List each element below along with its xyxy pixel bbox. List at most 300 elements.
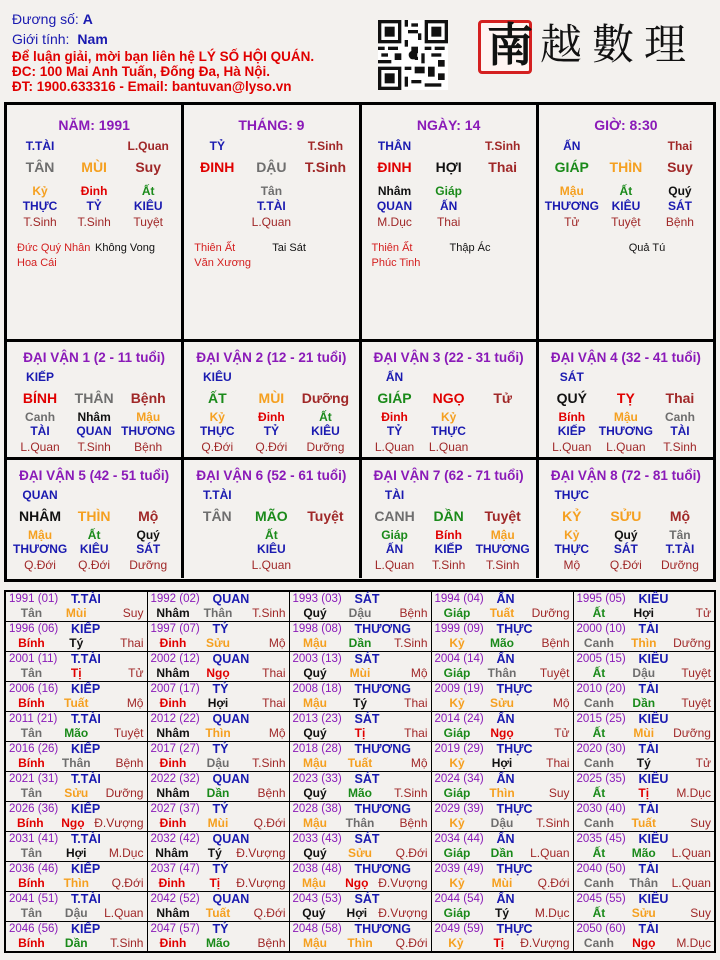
year-cell-top bbox=[9, 922, 144, 936]
pillar-title: GIỜ: 8:30 bbox=[594, 117, 658, 133]
year-cell[interactable] bbox=[431, 862, 573, 892]
year-label: 1993 (03) bbox=[292, 593, 342, 605]
year-cell[interactable] bbox=[431, 922, 573, 953]
year-stem: Ất bbox=[592, 666, 606, 680]
earthly-branch: TỴ bbox=[616, 390, 635, 406]
year-cell-bottom bbox=[151, 876, 286, 891]
year-stage: Q.Đới bbox=[395, 846, 428, 860]
year-cell[interactable] bbox=[289, 862, 431, 892]
year-ten-god: THỰC bbox=[496, 922, 533, 936]
year-branch: Tuất bbox=[489, 606, 515, 620]
year-stage: L.Quan bbox=[671, 846, 711, 860]
life-stage: Tuyệt bbox=[484, 508, 521, 524]
hidden-stage: L.Quan bbox=[606, 440, 646, 454]
year-cell[interactable] bbox=[431, 591, 573, 622]
year-ten-god: THƯƠNG bbox=[354, 802, 411, 816]
hidden-stem bbox=[476, 184, 530, 199]
year-stem: Quý bbox=[303, 726, 327, 740]
dai-van-cell bbox=[184, 460, 361, 578]
ten-god: KIÊU bbox=[202, 370, 232, 384]
year-cell-top bbox=[435, 742, 570, 756]
year-stem: Kỷ bbox=[449, 636, 465, 650]
life-stage: Suy bbox=[135, 159, 162, 175]
year-cell-top bbox=[293, 832, 428, 846]
year-cell[interactable] bbox=[147, 892, 289, 922]
hidden-god: QUAN bbox=[376, 199, 413, 213]
year-label: 2021 (31) bbox=[9, 773, 59, 785]
year-cell-bottom bbox=[435, 906, 570, 921]
pillar-god-row bbox=[362, 139, 536, 159]
year-stem: Kỷ bbox=[449, 876, 465, 890]
year-ten-god: T.TÀI bbox=[71, 592, 101, 606]
year-cell-top bbox=[9, 892, 144, 906]
year-ten-god: THƯƠNG bbox=[354, 742, 411, 756]
year-ten-god: ẤN bbox=[496, 832, 515, 846]
year-stage: Bệnh bbox=[115, 756, 144, 770]
year-cell[interactable] bbox=[573, 802, 715, 832]
earthly-branch: MÙI bbox=[81, 159, 107, 175]
dai-van-stem-row bbox=[7, 508, 181, 528]
year-branch: Tị bbox=[354, 726, 366, 740]
seal-logo: 南 bbox=[478, 20, 532, 74]
year-cell[interactable] bbox=[573, 832, 715, 862]
ten-god: ẤN bbox=[385, 370, 404, 384]
god-stage: T.Sinh bbox=[307, 139, 344, 153]
year-cell[interactable] bbox=[573, 742, 715, 772]
star-bad: Thập Ác bbox=[449, 242, 491, 254]
year-cell-bottom bbox=[293, 606, 428, 621]
year-branch: Sửu bbox=[347, 846, 373, 860]
hidden-stem bbox=[298, 528, 352, 542]
spacer bbox=[244, 139, 298, 159]
dai-van-title: ĐẠI VẬN 4 (32 - 41 tuổi) bbox=[550, 350, 701, 365]
year-cell[interactable] bbox=[5, 832, 147, 862]
bad-stars bbox=[450, 241, 491, 271]
hidden-stages-row bbox=[7, 440, 181, 456]
dai-van-stem-row bbox=[184, 390, 358, 410]
year-branch: Dậu bbox=[206, 756, 230, 770]
year-row bbox=[5, 892, 715, 922]
life-stage: Mộ bbox=[669, 508, 691, 524]
year-branch: Thân bbox=[345, 816, 375, 830]
year-stage: Q.Đới bbox=[395, 936, 428, 950]
hidden-god: SÁT bbox=[667, 199, 692, 213]
year-branch: Ngọ bbox=[206, 666, 230, 680]
year-stem: Tân bbox=[20, 906, 43, 920]
year-stage: Tuyệt bbox=[681, 696, 711, 710]
hidden-stem: Quý bbox=[614, 528, 638, 542]
year-cell-top bbox=[293, 802, 428, 816]
hidden-stem: Ất bbox=[87, 528, 101, 542]
god-stage: L.Quan bbox=[127, 139, 169, 153]
year-ten-god: QUAN bbox=[212, 712, 250, 726]
hidden-god: KIẾP bbox=[434, 542, 463, 556]
year-cell-top bbox=[9, 772, 144, 786]
life-stage: Mộ bbox=[138, 508, 159, 524]
hidden-stage: Dưỡng bbox=[306, 440, 345, 454]
year-cell-top bbox=[9, 802, 144, 816]
year-cell[interactable] bbox=[5, 802, 147, 832]
year-cell-bottom bbox=[151, 696, 286, 711]
year-ten-god: QUAN bbox=[212, 652, 250, 666]
spacer bbox=[599, 139, 653, 159]
dai-van-cell bbox=[7, 460, 184, 578]
star-bad: Quả Tú bbox=[628, 242, 666, 254]
year-label: 2045 (55) bbox=[576, 893, 626, 905]
year-cell[interactable] bbox=[573, 772, 715, 802]
year-cell-top bbox=[293, 892, 428, 906]
year-cell[interactable] bbox=[5, 862, 147, 892]
year-cell[interactable] bbox=[431, 802, 573, 832]
year-row bbox=[5, 802, 715, 832]
hidden-stem: Quý bbox=[136, 528, 160, 542]
year-branch: Sửu bbox=[489, 696, 515, 710]
hidden-god: SÁT bbox=[136, 542, 161, 556]
qr-code-icon[interactable] bbox=[378, 20, 448, 90]
year-cell-bottom bbox=[151, 756, 286, 771]
spacer bbox=[476, 488, 530, 508]
year-label: 1992 (02) bbox=[150, 593, 200, 605]
year-cell-bottom bbox=[577, 906, 712, 921]
year-cell-bottom bbox=[151, 726, 286, 741]
year-label: 2016 (26) bbox=[9, 743, 59, 755]
hidden-gods-row bbox=[362, 199, 536, 215]
year-stem: Mậu bbox=[303, 696, 327, 710]
year-stage: Bệnh bbox=[257, 786, 286, 800]
year-stage: Bệnh bbox=[541, 636, 570, 650]
year-branch: Thìn bbox=[347, 936, 373, 950]
spacer bbox=[121, 488, 175, 508]
year-cell[interactable] bbox=[147, 742, 289, 772]
year-cell-top bbox=[577, 652, 712, 666]
year-label: 2037 (47) bbox=[150, 863, 200, 875]
year-stem: Quý bbox=[303, 786, 327, 800]
year-cell-top bbox=[577, 742, 712, 756]
year-stem: Bính bbox=[18, 696, 45, 710]
year-cell[interactable] bbox=[5, 682, 147, 712]
year-branch: Tý bbox=[207, 846, 222, 860]
contact-phone-email[interactable]: ĐT: 1900.633316 - Email: bantuvan@lyso.vn bbox=[12, 79, 292, 94]
year-stage: Dưỡng bbox=[673, 636, 711, 650]
year-label: 2018 (28) bbox=[292, 743, 342, 755]
year-cell-top bbox=[293, 742, 428, 756]
spacer bbox=[422, 139, 476, 159]
year-cell[interactable] bbox=[289, 832, 431, 862]
hidden-god: ẤN bbox=[439, 199, 458, 213]
year-branch: Mùi bbox=[633, 726, 655, 740]
year-stem: Mậu bbox=[303, 816, 327, 830]
year-cell[interactable] bbox=[289, 802, 431, 832]
heavenly-stem: TÂN bbox=[25, 159, 55, 175]
year-ten-god: THỰC bbox=[496, 742, 533, 756]
year-cell-bottom bbox=[435, 726, 570, 741]
year-cell[interactable] bbox=[147, 682, 289, 712]
spacer bbox=[298, 488, 352, 508]
year-cell[interactable] bbox=[147, 862, 289, 892]
dai-van-god-row bbox=[362, 488, 536, 508]
star-good: Đức Quý Nhân bbox=[17, 242, 91, 254]
year-stem: Ất bbox=[592, 606, 606, 620]
year-branch: Mão bbox=[64, 726, 89, 740]
hidden-stage bbox=[190, 558, 244, 574]
spacer bbox=[599, 370, 653, 390]
hidden-stages-row bbox=[362, 215, 536, 233]
hidden-stem: Mậu bbox=[28, 528, 53, 542]
year-cell-bottom bbox=[9, 726, 144, 741]
year-branch: Mão bbox=[490, 636, 514, 650]
year-cell[interactable] bbox=[573, 892, 715, 922]
year-branch: Dậu bbox=[348, 606, 372, 620]
dai-van-stem-row bbox=[539, 508, 713, 528]
hidden-stems-row bbox=[7, 528, 181, 542]
year-cell[interactable] bbox=[289, 622, 431, 652]
year-cell[interactable] bbox=[289, 652, 431, 682]
earthly-branch: DẬU bbox=[256, 159, 287, 175]
year-stage: Bệnh bbox=[257, 936, 286, 950]
year-cell-bottom bbox=[577, 846, 712, 861]
year-ten-god: SÁT bbox=[354, 712, 380, 726]
year-cell[interactable] bbox=[289, 892, 431, 922]
year-cell-bottom bbox=[293, 846, 428, 861]
year-branch: Ngọ bbox=[632, 936, 656, 950]
year-cell[interactable] bbox=[5, 922, 147, 953]
brand-title: 越數理 bbox=[540, 20, 697, 69]
life-stage: Dưỡng bbox=[301, 390, 350, 406]
year-branch: Mão bbox=[348, 786, 372, 800]
year-ten-god: KIẾP bbox=[71, 802, 101, 816]
year-cell-bottom bbox=[577, 786, 712, 801]
dai-van-god-row bbox=[184, 370, 358, 390]
hidden-stage: Q.Đới bbox=[24, 558, 56, 572]
year-branch: Dần bbox=[206, 786, 230, 800]
hidden-stems-row bbox=[539, 184, 713, 199]
year-branch: Thân bbox=[487, 666, 517, 680]
year-label: 2049 (59) bbox=[434, 923, 484, 935]
year-cell-top bbox=[577, 922, 712, 936]
year-ten-god: TÀI bbox=[638, 862, 659, 876]
year-cell[interactable] bbox=[147, 922, 289, 953]
year-ten-god: QUAN bbox=[212, 772, 250, 786]
year-branch: Mão bbox=[206, 936, 230, 950]
year-cell[interactable] bbox=[431, 742, 573, 772]
year-cell[interactable] bbox=[431, 892, 573, 922]
year-branch: Mão bbox=[631, 846, 656, 860]
year-cell-top bbox=[435, 892, 570, 906]
year-label: 2012 (22) bbox=[150, 713, 200, 725]
hidden-stem bbox=[190, 184, 244, 199]
year-cell[interactable] bbox=[289, 712, 431, 742]
year-cell[interactable] bbox=[573, 591, 715, 622]
year-cell[interactable] bbox=[5, 712, 147, 742]
year-branch: Dần bbox=[64, 936, 88, 950]
hidden-stem: Canh bbox=[664, 410, 695, 424]
year-cell[interactable] bbox=[147, 622, 289, 652]
year-label: 2030 (40) bbox=[576, 803, 626, 815]
ten-god: QUAN bbox=[22, 488, 58, 502]
year-cell-bottom bbox=[9, 936, 144, 951]
year-cell[interactable] bbox=[147, 652, 289, 682]
dai-van-god-row bbox=[362, 370, 536, 390]
year-ten-god: ẤN bbox=[496, 592, 515, 606]
hidden-stage: T.Sinh bbox=[77, 215, 111, 229]
hidden-stages-row bbox=[539, 215, 713, 233]
pillar-column bbox=[362, 105, 539, 339]
year-ten-god: SÁT bbox=[354, 892, 380, 906]
year-cell[interactable] bbox=[573, 652, 715, 682]
year-cell-bottom bbox=[9, 636, 144, 651]
year-label: 2026 (36) bbox=[9, 803, 59, 815]
pillar-title: NGÀY: 14 bbox=[416, 117, 481, 133]
year-stage: Q.Đới bbox=[111, 876, 144, 890]
year-cell[interactable] bbox=[573, 922, 715, 953]
year-stem: Tân bbox=[20, 786, 43, 800]
year-ten-god: ẤN bbox=[496, 892, 515, 906]
life-stage: Thai bbox=[488, 159, 518, 175]
year-cell[interactable] bbox=[289, 591, 431, 622]
year-cell-top bbox=[293, 862, 428, 876]
year-stage: T.Sinh bbox=[394, 636, 428, 650]
hidden-stage: Tuyệt bbox=[611, 215, 641, 229]
year-ten-god: QUAN bbox=[212, 592, 250, 606]
year-stem: Giáp bbox=[443, 786, 471, 800]
year-cell[interactable] bbox=[147, 802, 289, 832]
year-label: 2039 (49) bbox=[434, 863, 484, 875]
year-label: 2047 (57) bbox=[150, 923, 200, 935]
year-ten-god: ẤN bbox=[496, 712, 515, 726]
year-stage: M.Dục bbox=[676, 786, 711, 800]
hidden-stem: Mậu bbox=[490, 528, 515, 542]
year-cell[interactable] bbox=[289, 772, 431, 802]
earthly-branch: MÙI bbox=[258, 390, 285, 406]
spacer bbox=[653, 370, 707, 390]
year-cell[interactable] bbox=[431, 772, 573, 802]
year-cell[interactable] bbox=[573, 712, 715, 742]
year-stage: Suy bbox=[122, 606, 144, 620]
year-branch: Tuất bbox=[631, 816, 656, 830]
hidden-stem: Kỷ bbox=[564, 528, 580, 542]
hidden-stage: Mộ bbox=[563, 558, 581, 572]
hidden-god bbox=[190, 542, 244, 558]
year-stage: Thai bbox=[404, 696, 428, 710]
year-stem: Đinh bbox=[158, 876, 186, 890]
hidden-god: TỶ bbox=[263, 424, 280, 438]
year-label: 1994 (04) bbox=[434, 593, 484, 605]
year-cell[interactable] bbox=[147, 712, 289, 742]
year-cell-bottom bbox=[9, 816, 144, 831]
year-stem: Kỷ bbox=[449, 756, 465, 770]
year-stage: Mộ bbox=[126, 696, 144, 710]
year-cell[interactable] bbox=[147, 832, 289, 862]
hidden-stage: Dưỡng bbox=[129, 558, 168, 572]
year-stem: Đinh bbox=[159, 816, 187, 830]
year-ten-god: TÀI bbox=[638, 682, 659, 696]
year-cell[interactable] bbox=[431, 682, 573, 712]
year-cell[interactable] bbox=[5, 892, 147, 922]
year-label: 2007 (17) bbox=[150, 683, 200, 695]
dai-van-cell bbox=[539, 342, 713, 457]
year-ten-god: KIẾP bbox=[71, 622, 101, 636]
year-cell[interactable] bbox=[5, 772, 147, 802]
year-ten-god: KIÊU bbox=[638, 772, 669, 786]
year-cell[interactable] bbox=[5, 652, 147, 682]
year-ten-god: TỶ bbox=[212, 802, 229, 816]
year-cell[interactable] bbox=[573, 622, 715, 652]
year-cell[interactable] bbox=[289, 742, 431, 772]
year-cell-top bbox=[435, 922, 570, 936]
hidden-stage bbox=[298, 558, 352, 574]
year-stage: Dưỡng bbox=[673, 726, 711, 740]
year-label: 2044 (54) bbox=[434, 893, 484, 905]
year-row bbox=[5, 682, 715, 712]
year-ten-god: TÀI bbox=[638, 922, 659, 936]
dai-van-title: ĐẠI VẬN 5 (42 - 51 tuổi) bbox=[19, 468, 170, 483]
hidden-stem bbox=[190, 528, 244, 542]
year-stem: Nhâm bbox=[155, 846, 189, 860]
year-cell[interactable] bbox=[573, 682, 715, 712]
year-cell[interactable] bbox=[147, 591, 289, 622]
year-cell[interactable] bbox=[573, 862, 715, 892]
year-branch: Thân bbox=[629, 876, 659, 890]
year-label: 2032 (42) bbox=[150, 833, 200, 845]
year-cell[interactable] bbox=[5, 742, 147, 772]
hidden-god: KIÊU bbox=[257, 542, 286, 556]
year-cell-bottom bbox=[577, 936, 712, 951]
year-cell[interactable] bbox=[289, 922, 431, 953]
hidden-stage: L.Quan bbox=[374, 558, 415, 572]
hidden-god: KIÊU bbox=[311, 424, 340, 438]
pillar-stem-row bbox=[184, 159, 358, 181]
year-ten-god: TỶ bbox=[212, 682, 229, 696]
year-cell-bottom bbox=[9, 756, 144, 771]
year-label: 2000 (10) bbox=[576, 623, 626, 635]
year-row bbox=[5, 591, 715, 622]
year-cell-bottom bbox=[293, 816, 428, 831]
good-stars bbox=[194, 241, 272, 271]
hidden-gods-row bbox=[539, 199, 713, 215]
year-cell[interactable] bbox=[147, 772, 289, 802]
year-cell[interactable] bbox=[5, 622, 147, 652]
year-cell[interactable] bbox=[431, 712, 573, 742]
year-cell-bottom bbox=[577, 816, 712, 831]
year-stem: Đinh bbox=[159, 636, 187, 650]
year-cell-top bbox=[9, 682, 144, 696]
pillar-stem-row bbox=[7, 159, 181, 181]
year-ten-god: KIẾP bbox=[71, 922, 101, 936]
spacer bbox=[653, 488, 707, 508]
year-cell[interactable] bbox=[431, 652, 573, 682]
year-cell[interactable] bbox=[5, 591, 147, 622]
hidden-stems-row bbox=[539, 410, 713, 424]
year-stem: Tân bbox=[20, 666, 43, 680]
year-cell[interactable] bbox=[431, 832, 573, 862]
life-stage: Bệnh bbox=[130, 390, 166, 406]
year-ten-god: TÀI bbox=[638, 802, 659, 816]
year-cell-bottom bbox=[435, 666, 570, 681]
year-branch: Tý bbox=[636, 756, 651, 770]
year-cell-bottom bbox=[435, 876, 570, 891]
year-cell-bottom bbox=[435, 816, 570, 831]
ten-god: T.TÀI bbox=[25, 139, 55, 153]
year-branch: Hợi bbox=[65, 846, 87, 860]
year-cell[interactable] bbox=[289, 682, 431, 712]
year-branch: Tuất bbox=[205, 906, 231, 920]
year-cell[interactable] bbox=[431, 622, 573, 652]
spacer bbox=[476, 370, 530, 390]
year-cell-top bbox=[577, 832, 712, 846]
hidden-god bbox=[476, 199, 530, 215]
year-cell-bottom bbox=[293, 876, 428, 891]
year-cell-bottom bbox=[151, 906, 286, 921]
